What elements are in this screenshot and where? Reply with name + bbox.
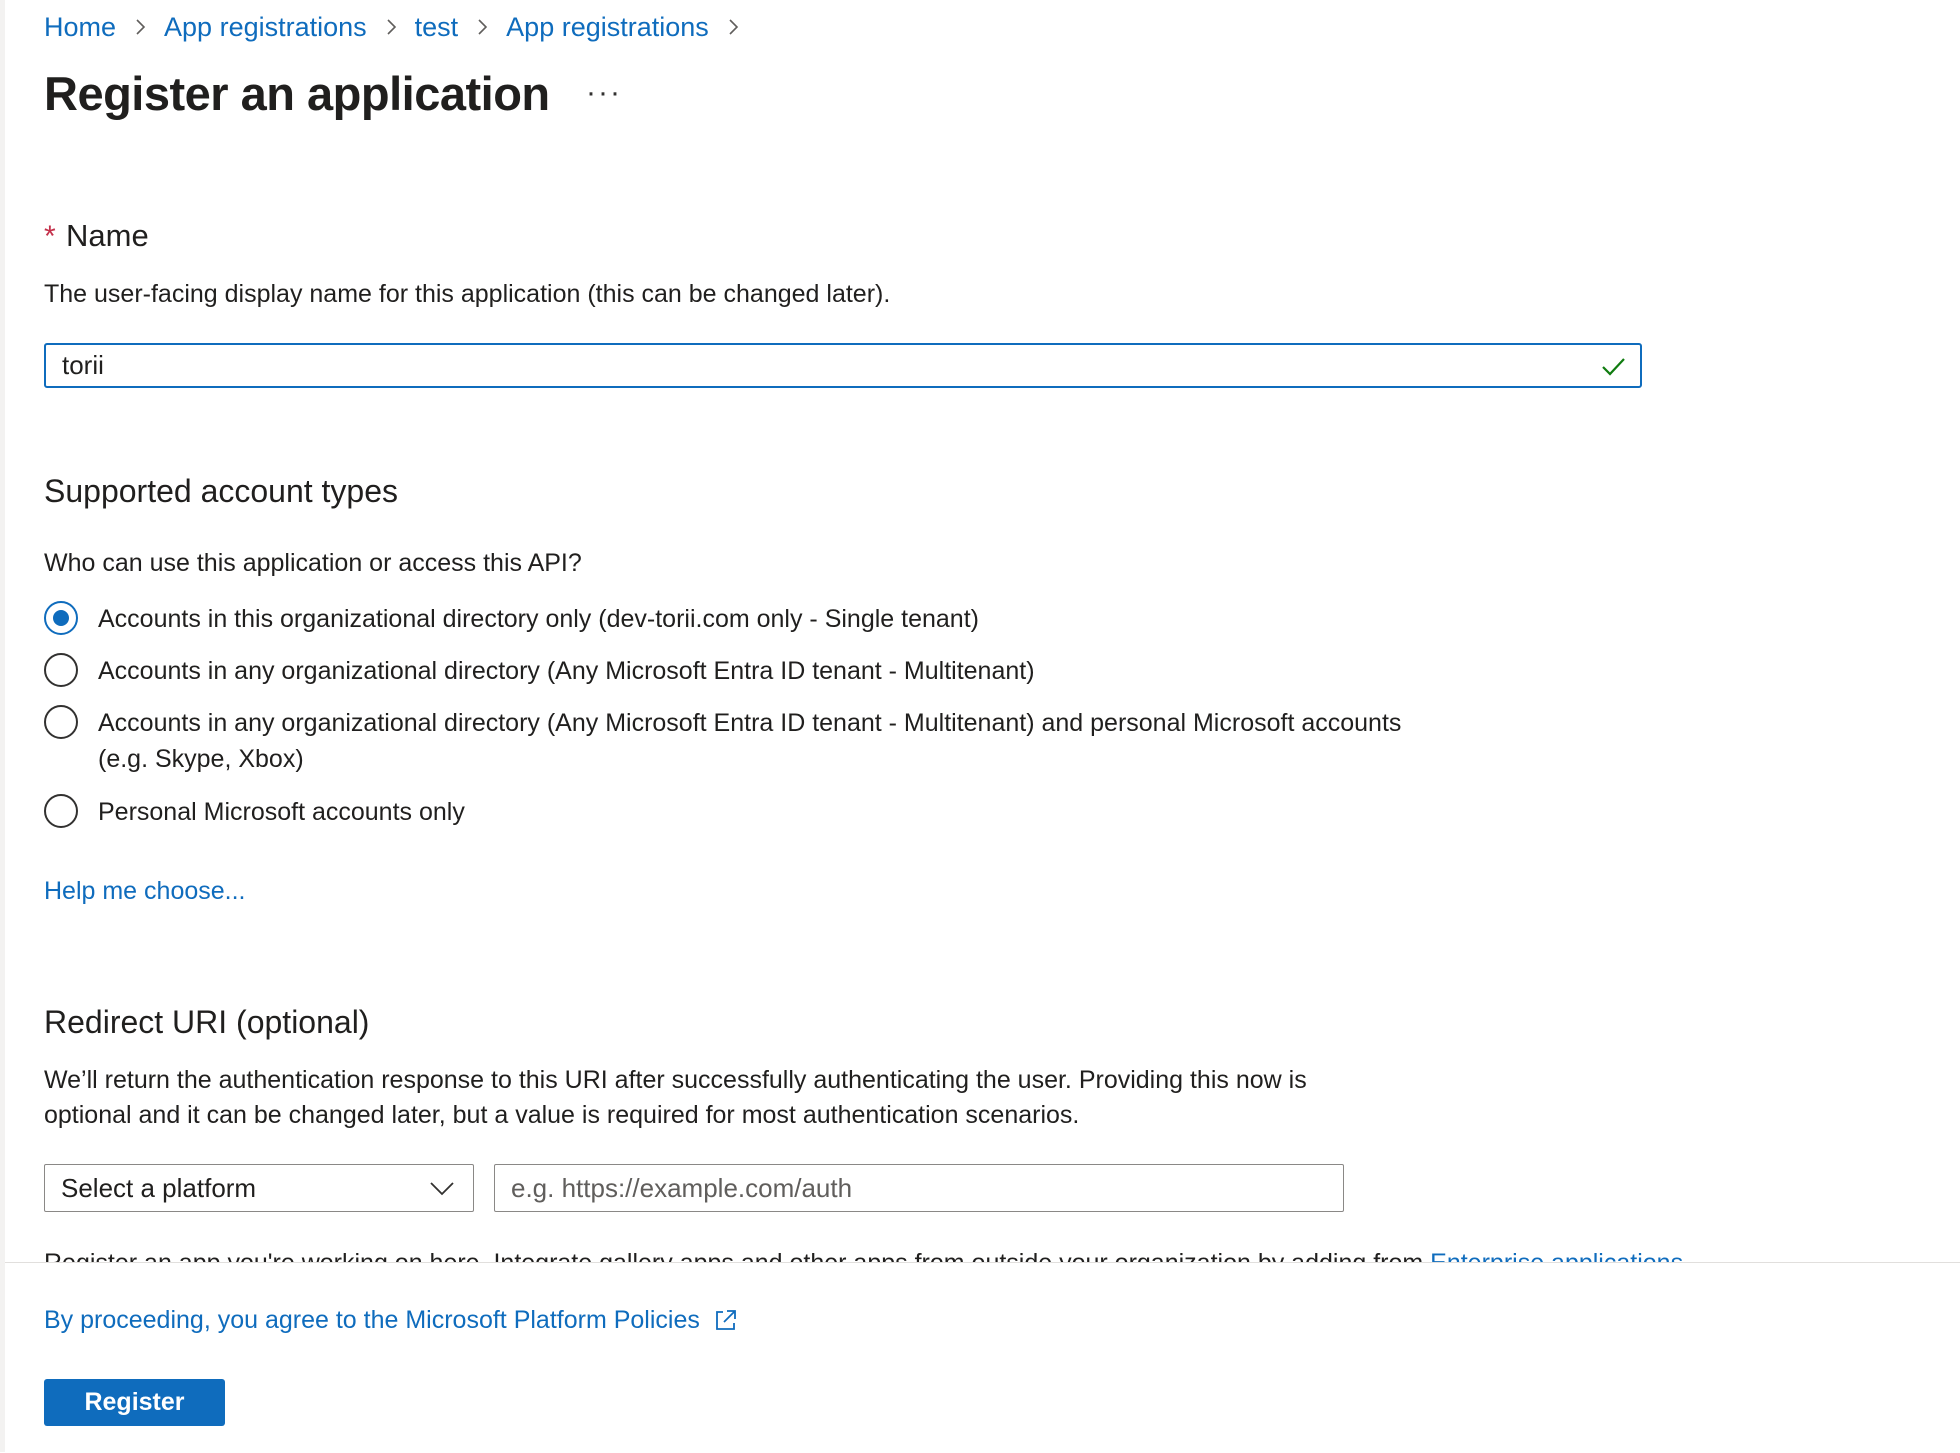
account-option-single-tenant[interactable] xyxy=(44,601,1418,637)
chevron-right-icon xyxy=(381,17,401,37)
radio-unselected[interactable] xyxy=(44,705,78,739)
chevron-right-icon xyxy=(472,17,492,37)
radio-unselected[interactable] xyxy=(44,653,78,687)
help-me-choose-link[interactable]: Help me choose... xyxy=(44,877,246,905)
platform-select[interactable] xyxy=(44,1164,474,1212)
platform-policies-link[interactable] xyxy=(44,1305,740,1335)
required-indicator: * xyxy=(44,220,56,253)
chevron-down-icon xyxy=(427,1173,457,1203)
breadcrumb-home[interactable]: Home xyxy=(44,11,117,42)
radio-unselected[interactable] xyxy=(44,794,78,828)
radio-selected[interactable] xyxy=(44,601,78,635)
redirect-uri-title: Redirect URI (optional) xyxy=(44,1004,370,1040)
platform-policies-label: By proceeding, you agree to the Microsoft Platform Policies xyxy=(44,1305,700,1334)
left-edge-rule xyxy=(0,0,5,1452)
account-option-label: Accounts in this organizational directory only (dev-torii.com only - Single tenant) xyxy=(98,605,979,633)
external-link-icon xyxy=(710,1305,740,1335)
name-description: The user-facing display name for this application (this can be changed later). xyxy=(44,280,891,308)
account-option-personal[interactable] xyxy=(44,794,1418,830)
account-option-multitenant-personal[interactable] xyxy=(44,705,1418,777)
account-types-title: Supported account types xyxy=(44,473,399,509)
breadcrumb xyxy=(44,8,757,46)
chevron-right-icon xyxy=(130,17,150,37)
enterprise-apps-note xyxy=(44,1245,1764,1261)
name-input[interactable] xyxy=(46,345,1598,386)
account-option-multitenant[interactable] xyxy=(44,653,1418,689)
redirect-uri-input[interactable] xyxy=(494,1164,1344,1212)
platform-select-value: Select a platform xyxy=(61,1172,257,1203)
name-field xyxy=(44,343,1642,388)
checkmark-icon xyxy=(1598,351,1628,381)
breadcrumb-app-registrations[interactable]: App registrations xyxy=(164,11,367,42)
redirect-uri-description: We’ll return the authentication response to this URI after successfully authenticating the user. Providing this now is optional and it can be changed later, but a value is required for most authentication scenarios. xyxy=(44,1066,1307,1129)
account-option-label: Accounts in any organizational directory (Any Microsoft Entra ID tenant - Multitenant) xyxy=(98,657,1035,685)
account-option-label: Personal Microsoft accounts only xyxy=(98,798,465,826)
more-options-icon[interactable]: ··· xyxy=(586,76,622,109)
breadcrumb-test[interactable]: test xyxy=(414,11,459,42)
account-option-label: Accounts in any organizational directory (Any Microsoft Entra ID tenant - Multitenant) and personal Microsoft accounts (e.g. Skype, Xbox) xyxy=(98,709,1402,773)
footer-bar xyxy=(5,1262,1960,1453)
breadcrumb-app-registrations-2[interactable]: App registrations xyxy=(506,11,709,42)
register-button[interactable]: Register xyxy=(44,1379,225,1426)
page-title: Register an application xyxy=(44,67,550,120)
name-label: Name xyxy=(66,218,149,253)
account-types-question: Who can use this application or access this API? xyxy=(44,549,582,577)
chevron-right-icon xyxy=(723,17,743,37)
